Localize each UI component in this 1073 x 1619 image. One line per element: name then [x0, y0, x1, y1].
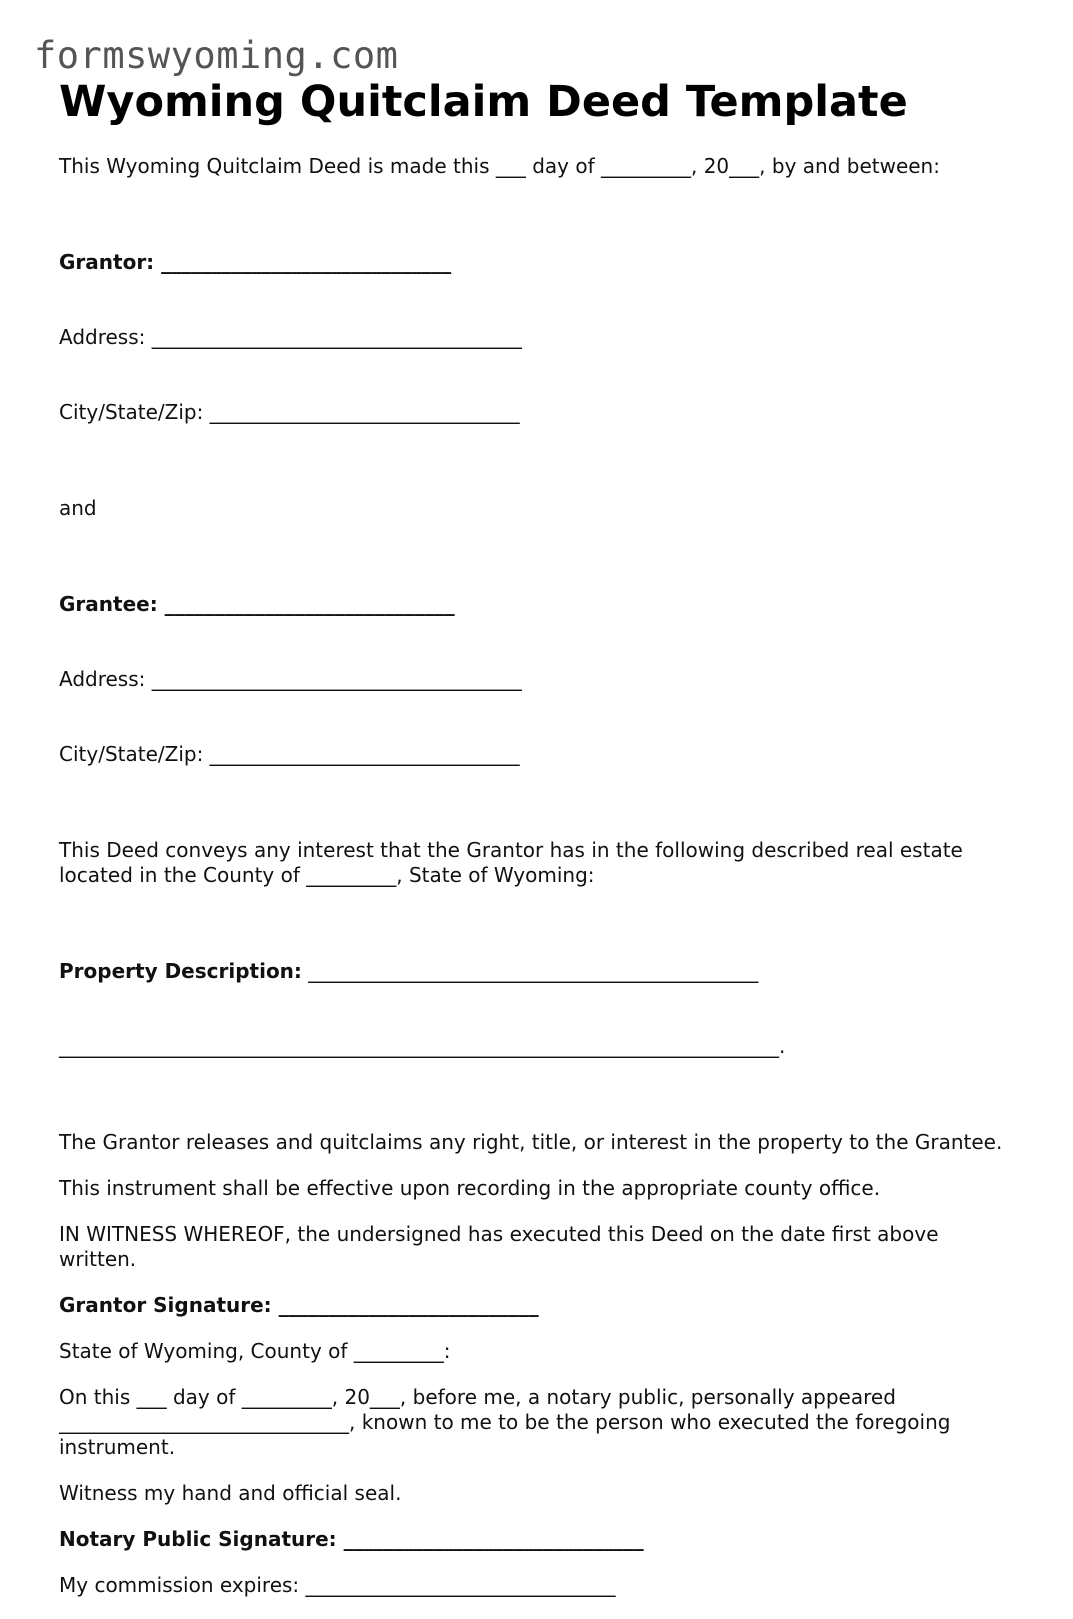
notary-county-line: State of Wyoming, County of _________:	[59, 1339, 451, 1363]
grantee-city-field[interactable]: City/State/Zip: _______________________________	[59, 742, 520, 766]
grantor-signature-field[interactable]: __________________________	[271, 1293, 539, 1317]
grantor-signature-label: Grantor Signature:	[59, 1293, 272, 1317]
grantee-block	[59, 542, 1019, 817]
property-description-block	[59, 909, 1019, 1109]
property-description-label: Property Description:	[59, 959, 302, 983]
notary-acknowledgment-paragraph: On this ___ day of _________, 20___, before me, a notary public, personally appeared _____________________________, known to me to be the person who executed the foregoing instrument.	[59, 1385, 957, 1459]
conveyance-paragraph: This Deed conveys any interest that the Grantor has in the following described real estate located in the County of _________, State of Wyoming:	[59, 838, 970, 887]
witness-paragraph: IN WITNESS WHEREOF, the undersigned has executed this Deed on the date first above written.	[59, 1222, 945, 1271]
grantor-signature-line	[59, 1293, 1019, 1318]
effective-paragraph: This instrument shall be effective upon recording in the appropriate county office.	[59, 1176, 881, 1200]
document-title: Wyoming Quitclaim Deed Template	[59, 77, 908, 127]
notary-signature-field[interactable]: ______________________________	[336, 1527, 644, 1551]
notary-signature-label: Notary Public Signature:	[59, 1527, 337, 1551]
grantor-address-field[interactable]: Address: _____________________________________	[59, 325, 522, 349]
and-text: and	[59, 496, 97, 520]
grantor-city-field[interactable]: City/State/Zip: _______________________________	[59, 400, 520, 424]
deed-body	[59, 154, 1019, 1619]
property-description-line	[59, 959, 1019, 984]
grantee-address-field[interactable]: Address: _____________________________________	[59, 667, 522, 691]
grantee-label: Grantee:	[59, 592, 158, 616]
release-paragraph: The Grantor releases and quitclaims any right, title, or interest in the property to the Grantee.	[59, 1130, 1003, 1154]
notary-signature-line	[59, 1527, 1019, 1552]
site-watermark: formswyoming.com	[34, 34, 399, 77]
grantee-name-field[interactable]: _____________________________	[157, 592, 455, 616]
intro-paragraph: This Wyoming Quitclaim Deed is made this ___ day of _________, 20___, by and between:	[59, 154, 940, 178]
notary-seal-text: Witness my hand and official seal.	[59, 1481, 402, 1505]
property-description-field-2[interactable]: ________________________________________________________________________.	[59, 1034, 786, 1058]
grantor-label: Grantor:	[59, 250, 155, 274]
grantor-name-field[interactable]: _____________________________	[154, 250, 452, 274]
grantor-name-line	[59, 250, 1019, 275]
commission-expires-line[interactable]: My commission expires: _______________________________	[59, 1573, 616, 1597]
grantee-name-line	[59, 592, 1019, 617]
grantor-block	[59, 200, 1019, 475]
property-description-field[interactable]: _____________________________________________	[301, 959, 759, 983]
